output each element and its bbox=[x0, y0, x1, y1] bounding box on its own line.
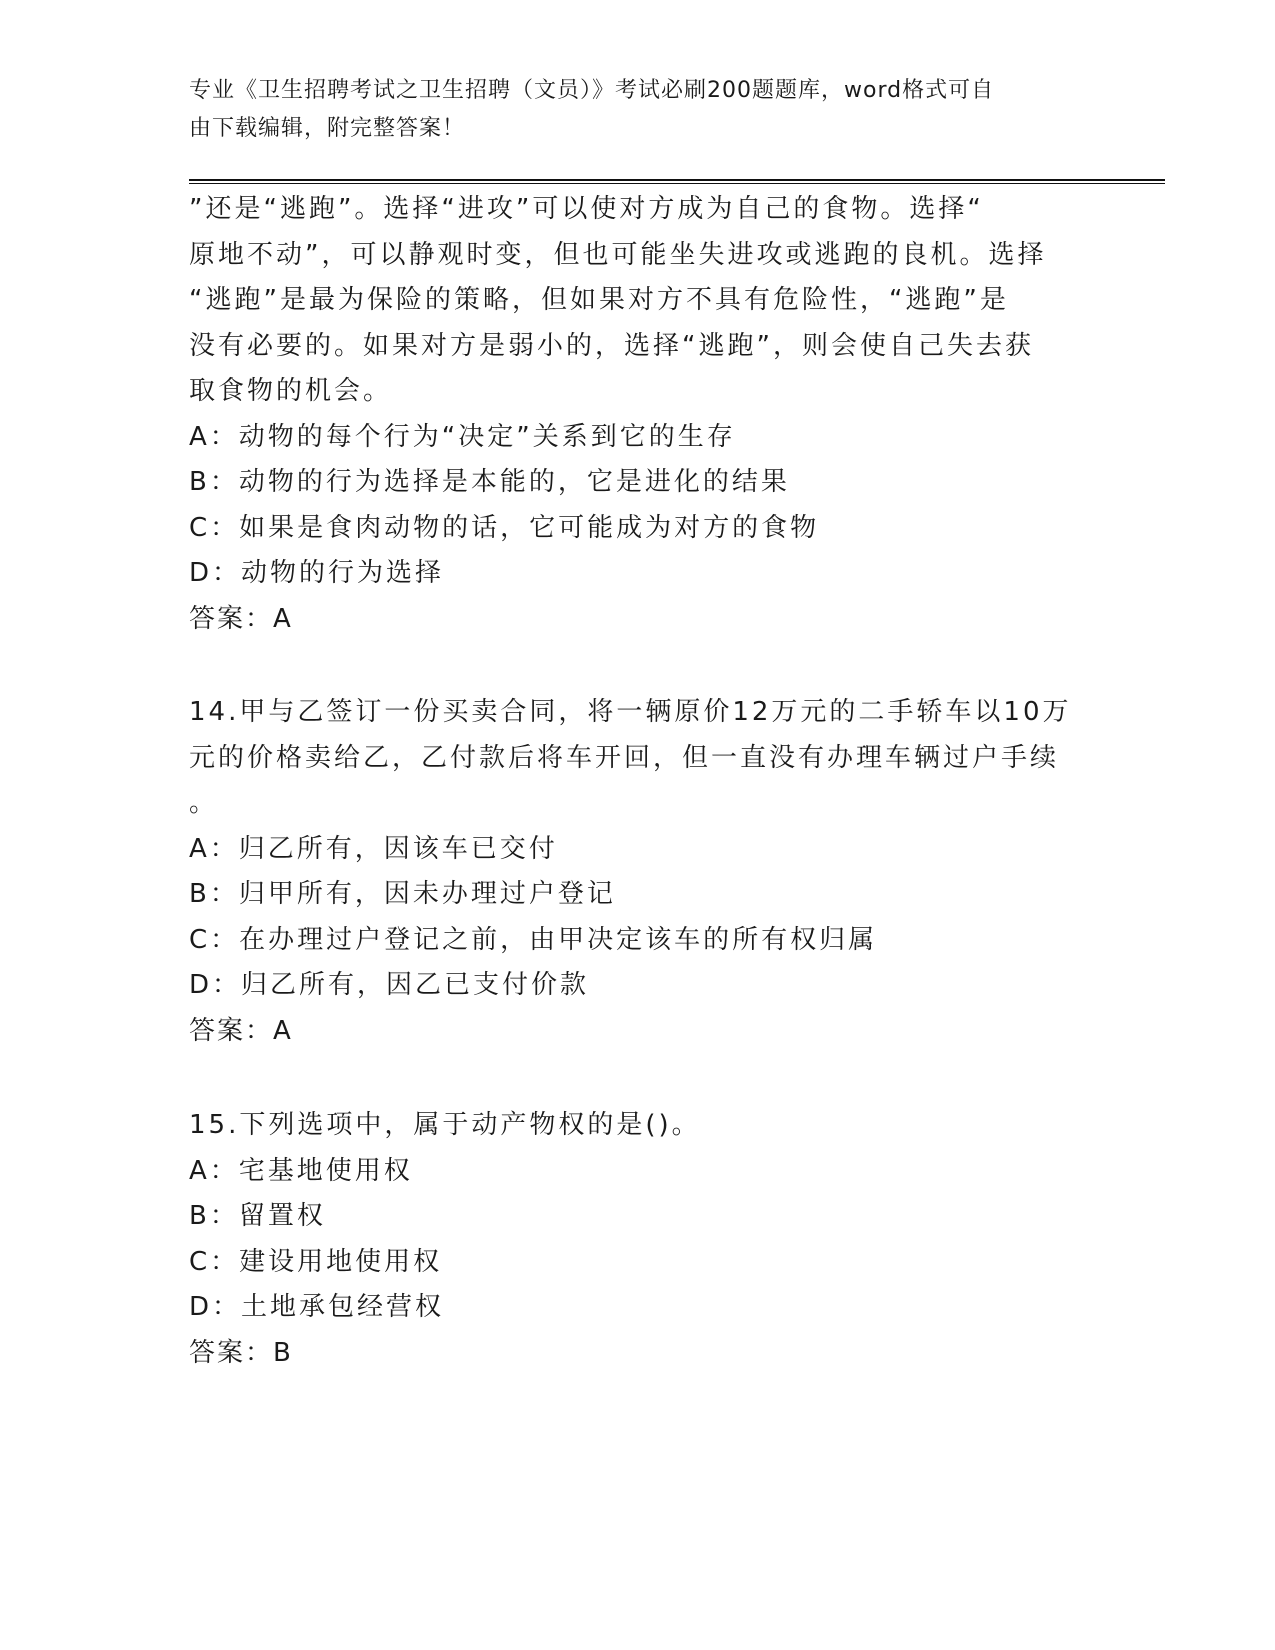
question-15 bbox=[189, 1103, 1089, 1376]
option-b: B：留置权 bbox=[189, 1201, 326, 1231]
option-c: C：建设用地使用权 bbox=[189, 1246, 443, 1277]
question-stem-line: 原地不动”，可以静观时变，但也可能坐失进攻或逃跑的良机。选择 bbox=[189, 239, 1047, 270]
question-stem-line: 取食物的机会。 bbox=[189, 376, 393, 406]
option-d: D：归乙所有，因乙已支付价款 bbox=[189, 970, 590, 1000]
question-13 bbox=[189, 187, 1089, 642]
option-a: A：宅基地使用权 bbox=[189, 1155, 413, 1186]
answer-line: 答案：A bbox=[189, 1015, 293, 1046]
question-stem-line: 15.下列选项中，属于动产物权的是()。 bbox=[189, 1110, 701, 1140]
option-a: A：归乙所有，因该车已交付 bbox=[189, 833, 558, 864]
question-stem-line: ”还是“逃跑”。选择“进攻”可以使对方成为自己的食物。选择“ bbox=[189, 194, 984, 224]
answer-line: 答案：B bbox=[189, 1337, 293, 1368]
option-c: C：在办理过户登记之前，由甲决定该车的所有权归属 bbox=[189, 924, 878, 955]
answer-line: 答案：A bbox=[189, 603, 293, 634]
option-b: B：动物的行为选择是本能的，它是进化的结果 bbox=[189, 467, 790, 497]
option-a: A：动物的每个行为“决定”关系到它的生存 bbox=[189, 421, 736, 452]
question-stem-line: 元的价格卖给乙，乙付款后将车开回，但一直没有办理车辆过户手续 bbox=[189, 742, 1060, 773]
question-stem-line: 14.甲与乙签订一份买卖合同，将一辆原价12万元的二手轿车以10万 bbox=[189, 697, 1072, 727]
option-d: D：土地承包经营权 bbox=[189, 1292, 445, 1322]
question-stem-line: 。 bbox=[189, 788, 219, 818]
option-c: C：如果是食肉动物的话，它可能成为对方的食物 bbox=[189, 512, 820, 543]
header-divider-thin bbox=[189, 183, 1165, 184]
question-spacer bbox=[189, 1054, 1089, 1103]
option-d: D：动物的行为选择 bbox=[189, 558, 445, 588]
header-title-line-1: 专业《卫生招聘考试之卫生招聘（文员）》考试必刷200题题库，word格式可自 bbox=[189, 78, 995, 103]
question-stem-line: 没有必要的。如果对方是弱小的，选择“逃跑”，则会使自己失去获 bbox=[189, 330, 1034, 361]
document-body bbox=[189, 187, 1089, 1376]
header-divider-thick bbox=[189, 179, 1165, 181]
document-header bbox=[189, 72, 1069, 148]
question-spacer bbox=[189, 642, 1089, 690]
header-title-line-2: 由下载编辑，附完整答案！ bbox=[189, 116, 466, 141]
option-b: B：归甲所有，因未办理过户登记 bbox=[189, 879, 616, 909]
question-14 bbox=[189, 690, 1089, 1054]
question-stem-line: “逃跑”是最为保险的策略，但如果对方不具有危险性，“逃跑”是 bbox=[189, 285, 1009, 315]
